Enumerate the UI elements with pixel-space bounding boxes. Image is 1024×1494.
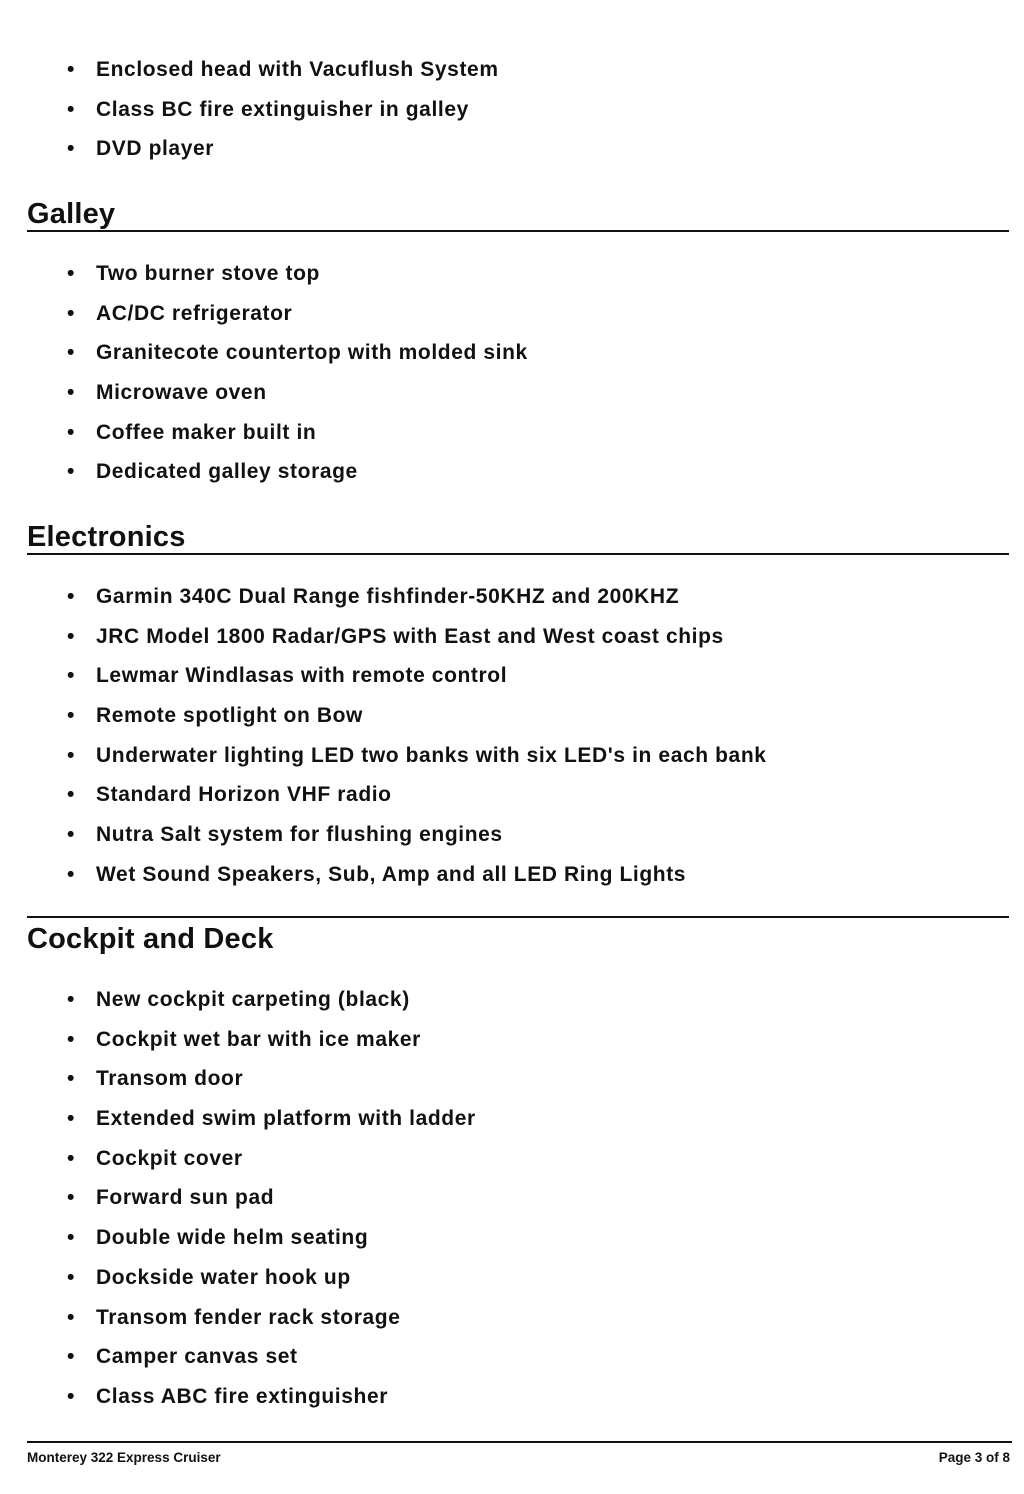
bullet-icon: • xyxy=(67,262,75,285)
list-item xyxy=(0,736,1024,776)
bullet-icon: • xyxy=(67,823,75,847)
list-item-text: Extended swim platform with ladder xyxy=(96,1107,476,1131)
section-title-galley: Galley xyxy=(27,198,116,230)
list-item-text: Underwater lighting LED two banks with six LED's in each bank xyxy=(96,743,767,767)
bullet-icon: • xyxy=(67,1305,75,1329)
list-item-text: New cockpit carpeting (black) xyxy=(96,988,410,1011)
list-item-text: Class BC fire extinguisher in galley xyxy=(96,97,469,121)
section-divider xyxy=(27,553,1009,555)
bullet-icon: • xyxy=(67,783,75,807)
list-item xyxy=(0,1099,1024,1139)
list-item xyxy=(0,294,1024,334)
list-item xyxy=(0,815,1024,855)
list-item-text: Forward sun pad xyxy=(96,1186,275,1210)
bullet-icon: • xyxy=(67,58,75,81)
bullet-icon: • xyxy=(67,301,75,325)
list-item xyxy=(0,413,1024,453)
list-item xyxy=(0,373,1024,413)
list-item xyxy=(0,855,1024,895)
list-item xyxy=(0,452,1024,492)
bullet-icon: • xyxy=(67,341,75,365)
cockpit-list xyxy=(0,980,1024,1417)
list-item xyxy=(0,254,1024,294)
list-item xyxy=(0,1298,1024,1338)
list-item-text: Microwave oven xyxy=(96,381,267,405)
footer-document-title: Monterey 322 Express Cruiser xyxy=(27,1450,221,1465)
section-title-electronics: Electronics xyxy=(27,521,186,553)
list-item-text: Granitecote countertop with molded sink xyxy=(96,341,528,365)
footer-divider xyxy=(27,1441,1012,1443)
bullet-icon: • xyxy=(67,988,75,1011)
list-item-text: Nutra Salt system for flushing engines xyxy=(96,823,503,847)
list-item-text: Dedicated galley storage xyxy=(96,460,358,484)
bullet-icon: • xyxy=(67,137,75,161)
list-item xyxy=(0,775,1024,815)
list-item xyxy=(0,1178,1024,1218)
bullet-icon: • xyxy=(67,664,75,688)
list-item-text: Enclosed head with Vacuflush System xyxy=(96,58,499,81)
list-item xyxy=(0,980,1024,1020)
list-item xyxy=(0,577,1024,617)
footer-page-number: Page 3 of 8 xyxy=(938,1450,1010,1465)
bullet-icon: • xyxy=(67,460,75,484)
list-item xyxy=(0,1139,1024,1179)
list-item-text: DVD player xyxy=(96,137,215,161)
list-item-text: AC/DC refrigerator xyxy=(96,301,293,325)
bullet-icon: • xyxy=(67,1265,75,1289)
list-item-text: Camper canvas set xyxy=(96,1345,298,1369)
galley-list xyxy=(0,254,1024,492)
list-item-text: Cockpit wet bar with ice maker xyxy=(96,1027,421,1051)
list-item-text: Double wide helm seating xyxy=(96,1226,369,1250)
bullet-icon: • xyxy=(67,1345,75,1369)
list-item-text: Coffee maker built in xyxy=(96,420,317,444)
list-item xyxy=(0,129,1024,169)
list-item xyxy=(0,1059,1024,1099)
bullet-icon: • xyxy=(67,381,75,405)
list-item-text: Garmin 340C Dual Range fishfinder-50KHZ and 200KHZ xyxy=(96,585,680,608)
bullet-icon: • xyxy=(67,1384,75,1408)
section-divider xyxy=(27,230,1009,232)
bullet-icon: • xyxy=(67,862,75,886)
list-item xyxy=(0,656,1024,696)
list-item-text: Standard Horizon VHF radio xyxy=(96,783,392,807)
bullet-icon: • xyxy=(67,624,75,648)
list-item-text: Two burner stove top xyxy=(96,262,320,285)
list-item xyxy=(0,696,1024,736)
section-title-cockpit: Cockpit and Deck xyxy=(27,923,274,955)
bullet-icon: • xyxy=(67,1067,75,1091)
list-item xyxy=(0,1218,1024,1258)
list-item xyxy=(0,90,1024,130)
list-item-text: Transom fender rack storage xyxy=(96,1305,401,1329)
list-item-text: Cockpit cover xyxy=(96,1146,243,1170)
section-divider xyxy=(27,916,1009,918)
list-item xyxy=(0,1377,1024,1417)
electronics-list xyxy=(0,577,1024,895)
bullet-icon: • xyxy=(67,420,75,444)
list-item xyxy=(0,50,1024,90)
list-item xyxy=(0,1020,1024,1060)
bullet-icon: • xyxy=(67,1027,75,1051)
bullet-icon: • xyxy=(67,1107,75,1131)
bullet-icon: • xyxy=(67,743,75,767)
list-item xyxy=(0,617,1024,657)
bullet-icon: • xyxy=(67,585,75,608)
list-item-text: Class ABC fire extinguisher xyxy=(96,1384,388,1408)
list-item-text: JRC Model 1800 Radar/GPS with East and West coast chips xyxy=(96,624,724,648)
bullet-icon: • xyxy=(67,1226,75,1250)
list-item xyxy=(0,1258,1024,1298)
bullet-icon: • xyxy=(67,1186,75,1210)
list-item-text: Wet Sound Speakers, Sub, Amp and all LED Ring Lights xyxy=(96,862,687,886)
bullet-icon: • xyxy=(67,1146,75,1170)
intro-list xyxy=(0,50,1024,169)
bullet-icon: • xyxy=(67,97,75,121)
list-item-text: Lewmar Windlasas with remote control xyxy=(96,664,508,688)
list-item xyxy=(0,333,1024,373)
list-item xyxy=(0,1337,1024,1377)
list-item-text: Dockside water hook up xyxy=(96,1265,351,1289)
bullet-icon: • xyxy=(67,704,75,728)
list-item-text: Transom door xyxy=(96,1067,244,1091)
list-item-text: Remote spotlight on Bow xyxy=(96,704,363,728)
